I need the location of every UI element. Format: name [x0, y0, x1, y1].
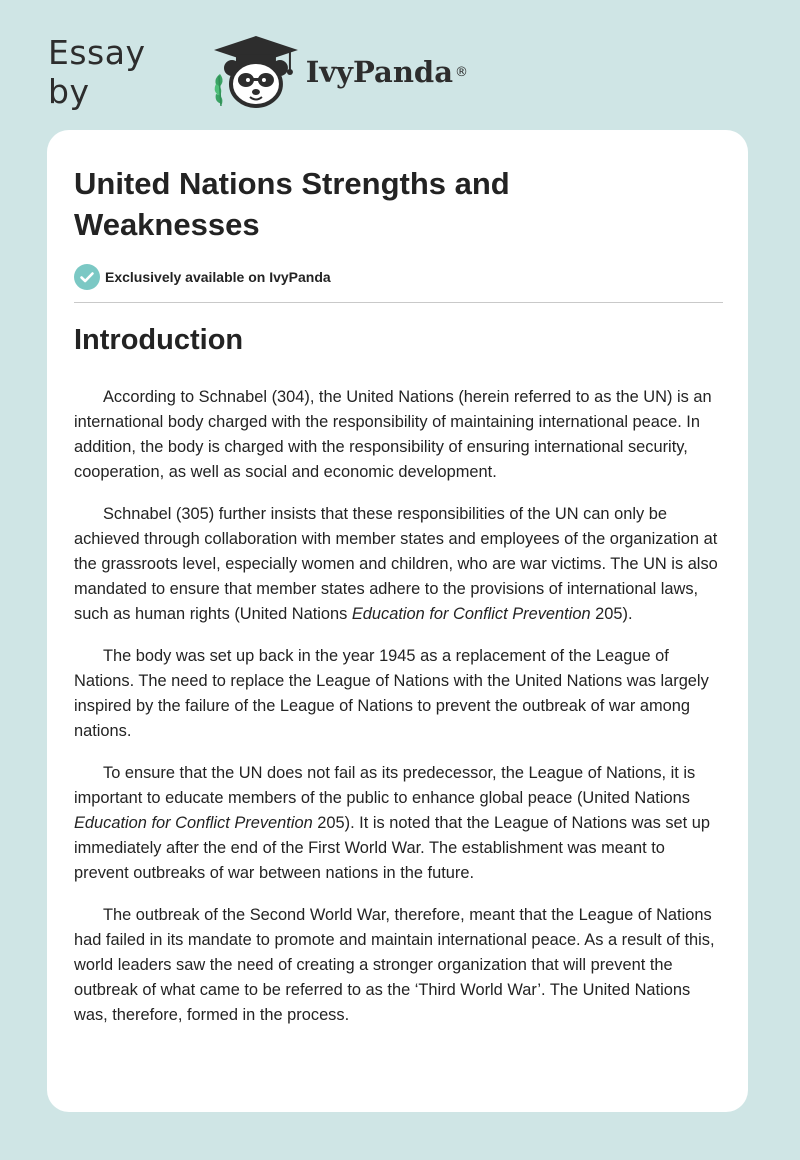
- panda-graduation-cap-logo-icon: [210, 34, 302, 110]
- section-heading-introduction: Introduction: [74, 324, 244, 356]
- exclusive-badge: [74, 264, 331, 290]
- paragraph-2: [74, 502, 724, 627]
- paragraph-3: [74, 644, 724, 744]
- essay-body: [74, 385, 724, 1045]
- paragraph-5-text: The outbreak of the Second World War, therefore, meant that the League of Nations had failed in its mandate to promote and maintain international peace. As a result of this, world leaders saw the need of creating a stronger organization that will prevent the outbreak of what came to be referred to as the ‘Third World War’. The United Nations was, therefore, formed in the process.: [74, 906, 715, 1024]
- essay-title: United Nations Strengths and Weaknesses: [74, 166, 510, 242]
- paragraph-4-citation-title: Education for Conflict Prevention: [74, 814, 313, 832]
- paragraph-1: [74, 385, 724, 485]
- paragraph-4-text-b: 205). It is noted that the League of Nations was set up immediately after the end of the First World War. The establishment was meant to prevent outbreaks of war between nations in the future.: [74, 814, 710, 882]
- paragraph-4-text-a: To ensure that the UN does not fail as its predecessor, the League of Nations, it is important to educate members of the public to enhance global peace (United Nations: [74, 764, 696, 807]
- paragraph-2-text-a: Schnabel (305) further insists that these responsibilities of the UN can only be achieved through collaboration with member states and employees of the organization at the grassroots level, especially women and children, who are war victims. The UN is also mandated to ensure that member states adhere to the provisions of international laws, such as human rights (United Nations: [74, 505, 718, 623]
- paragraph-4: [74, 761, 724, 886]
- paragraph-2-text-b: 205).: [590, 605, 633, 623]
- paragraph-5: [74, 903, 724, 1028]
- title-divider: [74, 302, 723, 303]
- paragraph-3-text: The body was set up back in the year 1945 as a replacement of the League of Nations. The need to replace the League of Nations with the United Nations was largely inspired by the failure of the League of Nations to prevent the outbreak of war among nations.: [74, 647, 709, 740]
- paragraph-2-citation-title: Education for Conflict Prevention: [351, 605, 591, 623]
- check-circle-icon: [74, 264, 100, 290]
- site-brand[interactable]: [48, 32, 468, 112]
- essay-card: [47, 130, 748, 1112]
- exclusive-badge-text: Exclusively available on IvyPanda: [105, 269, 331, 285]
- brand-prefix: Essay by: [48, 33, 146, 111]
- paragraph-1-text: According to Schnabel (304), the United Nations (herein referred to as the UN) is an international body charged with the responsibility of maintaining international peace. In addition, the body is charged with the responsibility of ensuring international security, cooperation, as well as social and economic development.: [74, 388, 712, 481]
- registered-mark: ®: [455, 64, 468, 80]
- brand-name: IvyPanda: [305, 55, 453, 89]
